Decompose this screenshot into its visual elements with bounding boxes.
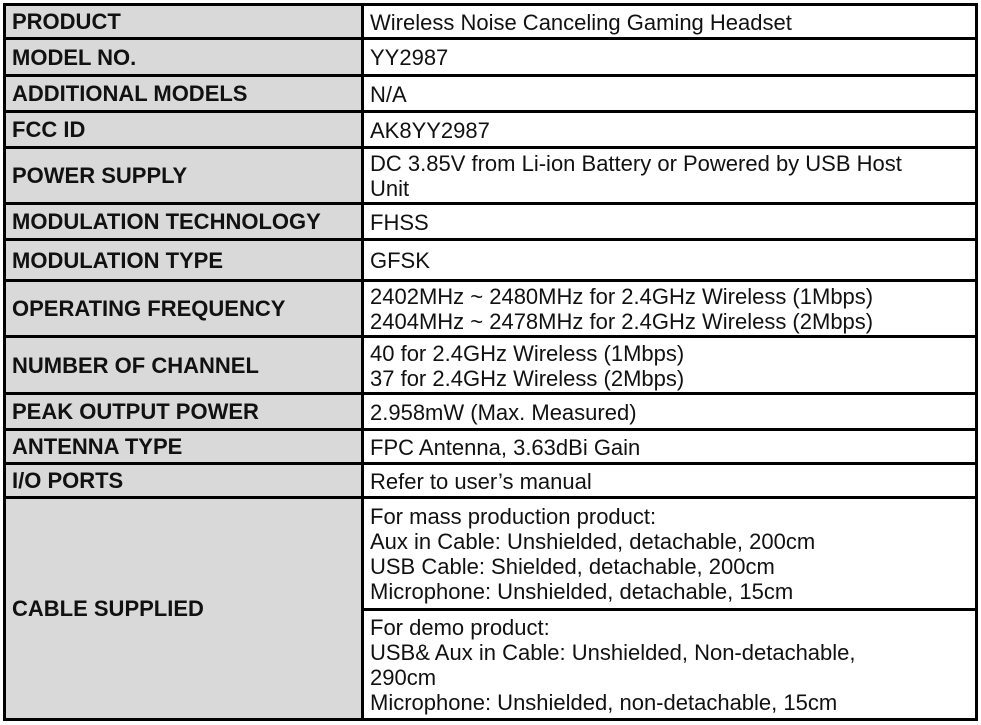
value-antenna-type — [363, 430, 977, 464]
label-number-of-channel: NUMBER OF CHANNEL — [5, 337, 363, 394]
spec-table — [3, 3, 978, 721]
label-operating-frequency: OPERATING FREQUENCY — [5, 281, 363, 337]
value-line: Microphone: Unshielded, detachable, 15cm — [370, 579, 794, 604]
label-power-supply: POWER SUPPLY — [5, 148, 363, 204]
value-line: Microphone: Unshielded, non-detachable, 15cm — [370, 690, 838, 715]
value-line: N/A — [370, 81, 407, 107]
value-peak-output-power — [363, 394, 977, 430]
row-product — [5, 5, 977, 39]
value-line: For mass production product: — [370, 504, 657, 529]
row-antenna-type — [5, 430, 977, 464]
value-line: YY2987 — [370, 45, 449, 70]
value-io-ports — [363, 464, 977, 498]
row-modulation-technology — [5, 204, 977, 240]
value-line: 290cm — [370, 665, 437, 690]
label-modulation-technology: MODULATION TECHNOLOGY — [5, 204, 363, 240]
label-antenna-type: ANTENNA TYPE — [5, 430, 363, 464]
value-line: Aux in Cable: Unshielded, detachable, 200cm — [370, 529, 816, 554]
row-cable-supplied-mass — [5, 498, 977, 610]
label-io-ports: I/O PORTS — [5, 464, 363, 498]
value-line: 2402MHz ~ 2480MHz for 2.4GHz Wireless (1Mbps) — [370, 284, 874, 309]
value-line: Wireless Noise Canceling Gaming Headset — [370, 9, 792, 35]
value-operating-frequency — [363, 281, 977, 337]
label-peak-output-power: PEAK OUTPUT POWER — [5, 394, 363, 430]
value-product — [363, 5, 977, 39]
value-line: For demo product: — [370, 615, 550, 640]
row-number-of-channel — [5, 337, 977, 394]
value-line: DC 3.85V from Li-ion Battery or Powered by USB Host — [370, 151, 902, 176]
value-modulation-technology — [363, 204, 977, 240]
value-line: 40 for 2.4GHz Wireless (1Mbps) — [370, 340, 685, 366]
row-power-supply — [5, 148, 977, 204]
row-model-no — [5, 39, 977, 76]
label-model-no: MODEL NO. — [5, 39, 363, 76]
row-additional-models — [5, 76, 977, 112]
value-line: USB Cable: Shielded, detachable, 200cm — [370, 554, 775, 579]
value-line: Refer to user’s manual — [370, 468, 592, 494]
value-model-no — [363, 39, 977, 76]
value-line: AK8YY2987 — [370, 117, 490, 143]
label-modulation-type: MODULATION TYPE — [5, 240, 363, 281]
value-line: USB& Aux in Cable: Unshielded, Non-detachable, — [370, 640, 856, 665]
row-modulation-type — [5, 240, 977, 281]
value-line: 37 for 2.4GHz Wireless (2Mbps) — [370, 365, 685, 391]
value-modulation-type — [363, 240, 977, 281]
label-fcc-id: FCC ID — [5, 112, 363, 148]
row-peak-output-power — [5, 394, 977, 430]
label-cable-supplied: CABLE SUPPLIED — [5, 498, 363, 720]
value-line: Unit — [370, 176, 410, 201]
value-fcc-id — [363, 112, 977, 148]
value-line: GFSK — [370, 248, 430, 273]
value-number-of-channel — [363, 337, 977, 394]
value-line: 2.958mW (Max. Measured) — [370, 399, 637, 425]
value-line: FHSS — [370, 209, 429, 235]
value-cable-demo-product — [363, 610, 977, 720]
value-cable-mass-production — [363, 498, 977, 610]
row-fcc-id — [5, 112, 977, 148]
row-io-ports — [5, 464, 977, 498]
label-product: PRODUCT — [5, 5, 363, 39]
value-line: FPC Antenna, 3.63dBi Gain — [370, 434, 641, 460]
row-operating-frequency — [5, 281, 977, 337]
value-power-supply — [363, 148, 977, 204]
label-additional-models: ADDITIONAL MODELS — [5, 76, 363, 112]
value-line: 2404MHz ~ 2478MHz for 2.4GHz Wireless (2Mbps) — [370, 309, 874, 334]
value-additional-models — [363, 76, 977, 112]
